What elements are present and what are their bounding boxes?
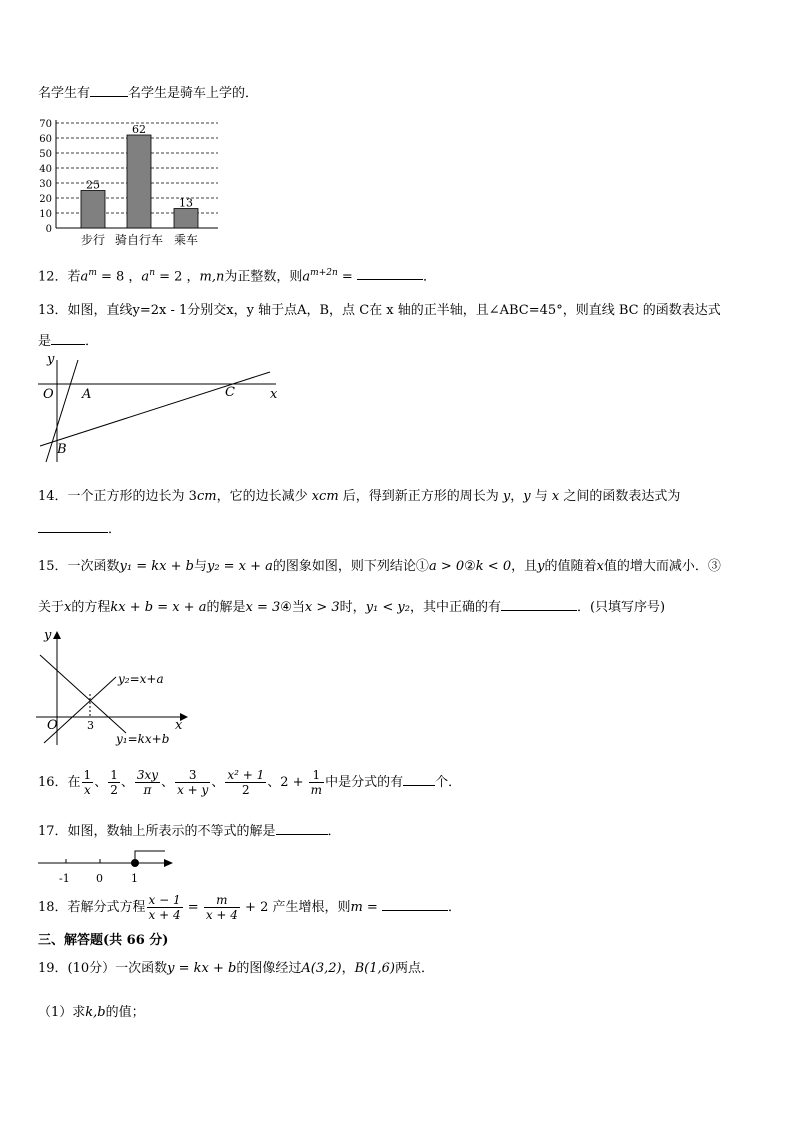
category-label: 步行 bbox=[80, 233, 106, 247]
y-tick-label: 10 bbox=[39, 209, 52, 220]
figure-15 bbox=[30, 625, 200, 750]
answer-blank bbox=[51, 332, 85, 345]
tick-label-0: 0 bbox=[96, 872, 103, 885]
figure-13 bbox=[30, 350, 290, 470]
y-tick-label: 40 bbox=[39, 164, 52, 175]
data-label: 13 bbox=[179, 196, 193, 210]
q11-tail: 名学生有 名学生是骑车上学的． bbox=[38, 86, 259, 101]
answer-blank bbox=[403, 773, 435, 786]
tick-label-1: 1 bbox=[131, 872, 138, 885]
point-a-label: A bbox=[82, 387, 92, 402]
line-y1-label: y₁=kx+b bbox=[116, 732, 170, 746]
question-13: 13．如图，直线y=2x - 1分别交x，y 轴于点A，B，点 C在 x 轴的正半轴，且∠ABC=45°，则直线 BC 的函数表达式 bbox=[38, 303, 721, 318]
y-axis-label: y bbox=[47, 352, 55, 367]
bar-chart bbox=[30, 112, 230, 248]
answer-blank bbox=[382, 898, 448, 911]
question-15: 15．一次函数y₁ = kx + b与y₂ = x + a的图象如图，则下列结论①a > 0②k < 0，且y的值随着x值的增大而减小．③ bbox=[38, 559, 721, 574]
origin-label: O bbox=[47, 718, 58, 733]
y-tick-label: 0 bbox=[45, 224, 52, 235]
tick-3-label: 3 bbox=[87, 719, 94, 732]
bar bbox=[81, 191, 105, 229]
y-tick-label: 20 bbox=[39, 194, 52, 205]
answer-blank bbox=[90, 84, 128, 97]
tick-label-neg1: -1 bbox=[59, 872, 70, 885]
question-16: 16．在 $\frac{1}{x}$ 、 $\frac{1}{2}$ 、 $\frac{3xy}{\pi}$ 、 $\frac{3}{x + y}$ 、 $\frac{\text{x² + 1}}{2}$ 、2 + $\frac{1}{m}$ 中是分式的有 个． bbox=[38, 768, 462, 797]
data-label: 25 bbox=[86, 178, 100, 192]
question-19-part-1: （1）求k,b的值； bbox=[38, 1005, 145, 1020]
question-19: 19．(10分）一次函数y = kx + b的图像经过A(3,2)，B(1,6)两点． bbox=[38, 961, 434, 976]
point-c-label: C bbox=[225, 385, 235, 400]
answer-blank bbox=[357, 267, 423, 280]
y-tick-label: 60 bbox=[39, 134, 52, 145]
question-15-line2: 关于x的方程kx + b = x + a的解是x = 3④当x > 3时，y₁ < y₂，其中正确的有 ．(只填写序号) bbox=[38, 600, 666, 615]
data-label: 62 bbox=[132, 123, 146, 136]
y-tick-label: 50 bbox=[39, 149, 52, 160]
y-axis-label: y bbox=[44, 628, 52, 643]
line-y2-label: y₂=x+a bbox=[118, 672, 164, 686]
question-14-line2: ． bbox=[38, 520, 121, 539]
origin-label: O bbox=[43, 387, 54, 402]
bar bbox=[174, 209, 198, 229]
category-label: 乘车 bbox=[173, 233, 199, 247]
x-axis-label: x bbox=[175, 718, 183, 733]
number-line bbox=[30, 846, 190, 886]
answer-blank bbox=[38, 520, 108, 533]
question-14: 14．一个正方形的边长为 3cm，它的边长减少 xcm 后，得到新正方形的周长为 y，y 与 x 之间的函数表达式为 bbox=[38, 489, 681, 504]
question-12: 12．若$a^m = 8$ ，$a^n = 2$ ，m,n为正整数，则$a^{m+2n}$ = ． bbox=[38, 268, 436, 285]
question-17: 17．如图，数轴上所表示的不等式的解是 ． bbox=[38, 824, 341, 839]
x-axis-label: x bbox=[270, 387, 278, 402]
section-heading: 三、解答题(共 66 分) bbox=[38, 933, 169, 948]
bar bbox=[127, 135, 151, 228]
y-tick-label: 30 bbox=[39, 179, 52, 190]
category-label: 骑自行车 bbox=[114, 233, 164, 247]
question-13-line2: 是 ． bbox=[38, 334, 99, 349]
answer-blank bbox=[501, 598, 577, 611]
answer-blank bbox=[276, 822, 328, 835]
point-b-label: B bbox=[57, 442, 67, 457]
y-tick-label: 70 bbox=[39, 119, 52, 130]
question-18: 18．若解分式方程 $\frac{x - 1}{x + 4}$ = $\frac{m}{x + 4}$ + 2 产生增根，则m = ． bbox=[38, 893, 461, 922]
